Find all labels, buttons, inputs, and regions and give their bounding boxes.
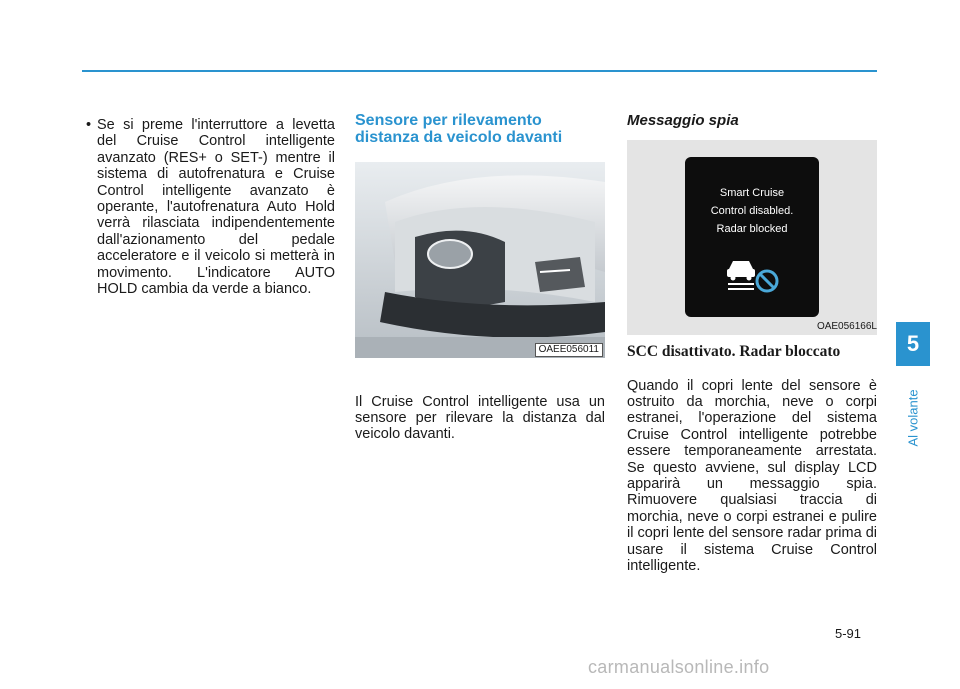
lcd-message <box>685 184 819 238</box>
photo-caption: OAEE056011 <box>535 343 603 357</box>
lcd-screen <box>685 157 819 317</box>
panel-caption: OAE056166L <box>816 321 877 332</box>
bullet-item <box>80 117 335 297</box>
car-front-photo <box>355 162 605 358</box>
bullet-symbol: • <box>85 117 92 133</box>
chapter-title: Al volante <box>905 389 921 447</box>
car-front-illustration <box>355 162 605 358</box>
header-rule <box>82 70 877 72</box>
watermark: carmanualsonline.info <box>588 657 770 677</box>
sensor-heading: Sensore per rilevamento distanza da veicolo davanti <box>355 112 563 146</box>
lcd-line-3: Radar blocked <box>716 223 788 235</box>
scc-subheading: SCC disattivato. Radar bloccato <box>627 343 841 360</box>
bullet-text: Se si preme l'interruttore a levetta del Cruise Control intelligente avanzato (RES+ o SET-) mentre il sistema di autofrenatura e Cruise Control intelligente avanzato è operante, l'autofrenatura Auto Hold verrà rilasciata indipendentemente dall'azionamento del pedale acceleratore e il veicolo si metterà in movimento. L'indicatore AUTO HOLD cambia da verde a bianco. <box>97 117 335 298</box>
page-number: 5-91 <box>835 626 862 641</box>
warning-heading: Messaggio spia <box>627 112 739 129</box>
bullet-column <box>80 117 335 297</box>
chapter-tab: 5 <box>896 322 930 366</box>
lcd-line-1: Smart Cruise <box>719 187 785 199</box>
sensor-paragraph: Il Cruise Control intelligente usa un sensore per rilevare la distanza dal veicolo davanti. <box>355 393 605 443</box>
radar-blocked-icon <box>725 255 785 295</box>
lcd-line-2: Control disabled. <box>710 205 794 217</box>
warning-paragraph: Quando il copri lente del sensore è ostruito da morchia, neve o corpi estranei, l'operazione del sistema Cruise Control intelligente potrebbe essere temporaneamente arrestata. Se questo avviene, sul display LCD apparirà un messaggio spia. Rimuovere qualsiasi traccia di morchia, neve o corpi estranei e pulire il copri lente del sensore radar prima di usare il sistema Cruise Control intelligente. <box>627 377 877 574</box>
lcd-display-panel <box>627 140 877 335</box>
